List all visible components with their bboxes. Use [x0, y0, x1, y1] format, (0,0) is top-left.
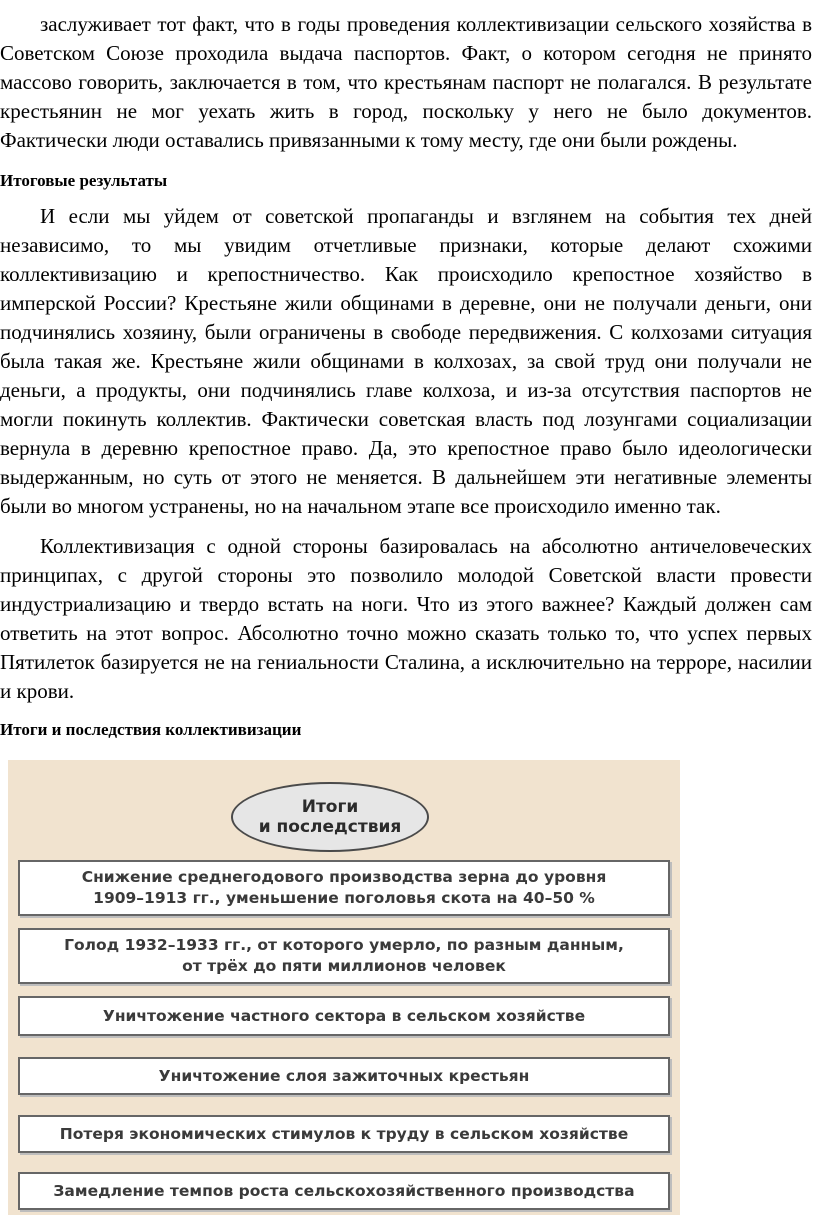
section-heading-results: Итоговые результаты: [0, 171, 168, 190]
diagram-title-oval: [231, 782, 429, 852]
paragraph: Коллективизация с одной стороны базировалась на абсолютно античеловеческих принципах, с другой стороны это позволило молодой Советской власти провести индустриализацию и твердо встать на ноги. Что из этого важнее? Каждый должен сам ответить на этот вопрос. Абсолютно точно можно сказать только то, что успех первых Пятилеток базируется не на гениальности Сталина, а исключительно на терроре, насилии и крови.: [0, 534, 812, 703]
diagram-item-text: Снижение среднегодового производства зерна до уровня: [81, 868, 607, 886]
paragraph: заслуживает тот факт, что в годы проведения коллективизации сельского хозяйства в Советском Союзе проходила выдача паспортов. Факт, о котором сегодня не принято массово говорить, заключается в том, что крестьянам паспорт не полагался. В результате крестьянин не мог уехать жить в город, поскольку у него не было документов. Фактически люди оставались привязанными к тому месту, где они были рождены.: [0, 12, 812, 152]
diagram-item-text: Потеря экономических стимулов к труду в сельском хозяйстве: [59, 1124, 629, 1143]
diagram-item-box: [18, 1057, 670, 1095]
diagram-item-text: Голод 1932–1933 гг., от которого умерло, по разным данным,: [64, 936, 624, 954]
diagram-item-text: 1909–1913 гг., уменьшение поголовья скота на 40–50 %: [93, 889, 595, 907]
diagram-item-box: [18, 928, 670, 984]
section-heading-consequences: Итоги и последствия коллективизации: [0, 720, 302, 739]
consequences-diagram: [8, 760, 680, 1215]
diagram-item-text: Уничтожение слоя зажиточных крестьян: [158, 1066, 530, 1085]
diagram-item-text: от трёх до пяти миллионов человек: [182, 957, 506, 975]
diagram-item-box: [18, 1172, 670, 1210]
diagram-item-box: [18, 860, 670, 916]
diagram-item-text: Уничтожение частного сектора в сельском хозяйстве: [102, 1006, 586, 1025]
diagram-item-box: [18, 1115, 670, 1153]
paragraph: И если мы уйдем от советской пропаганды и взглянем на события тех дней независимо, то мы увидим отчетливые признаки, которые делают схожими коллективизацию и крепостничество. Как происходило крепостное хозяйство в имперской России? Крестьяне жили общинами в деревне, они не получали деньги, они подчинялись хозяину, были ограничены в свободе передвижения. С колхозами ситуация была такая же. Крестьяне жили общинами в колхозах, за свой труд они получали не деньги, а продукты, они подчинялись главе колхоза, и из-за отсутствия паспортов не могли покинуть коллектив. Фактически советская власть под лозунгами социализации вернула в деревню крепостное право. Да, это крепостное право было идеологически выдержанным, но суть от этого не меняется. В дальнейшем эти негативные элементы были во многом устранены, но на начальном этапе все происходило именно так.: [0, 204, 812, 518]
diagram-title-line: Итоги: [301, 797, 359, 817]
diagram-title-line: и последствия: [258, 817, 402, 837]
diagram-item-text: Замедление темпов роста сельскохозяйственного производства: [53, 1181, 635, 1200]
diagram-item-box: [18, 996, 670, 1036]
